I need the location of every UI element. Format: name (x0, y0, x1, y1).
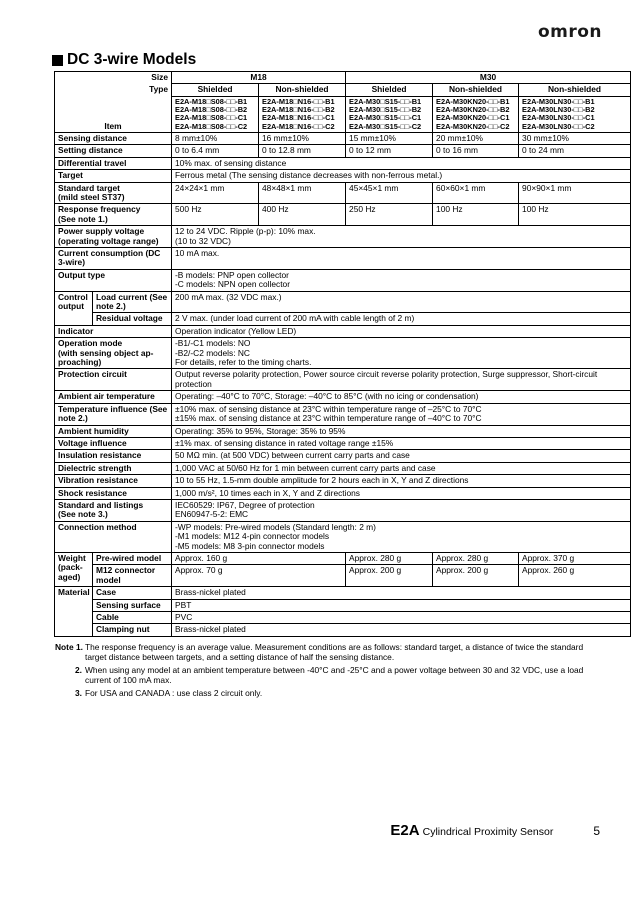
table-cell (55, 248, 172, 270)
cell-line: E2A-M18□N16-□□-C1 (262, 113, 335, 123)
cell-line: E2A-M30□S15-□□-C1 (349, 113, 422, 123)
table-cell: Sensing surface (93, 599, 172, 611)
material-clamping-nut-row (55, 624, 631, 636)
cell-line: E2A-M18□S08-□□-B2 (175, 105, 248, 115)
table-cell: 45×45×1 mm (346, 182, 433, 204)
table-cell: 50 MΩ min. (at 500 VDC) between current carry parts and case (172, 450, 631, 462)
cell-line: E2A-M30KN20-□□-C1 (436, 113, 510, 123)
table-cell: Operation indicator (Yellow LED) (172, 325, 631, 337)
m30-header: M30 (346, 72, 631, 84)
table-cell: 100 Hz (433, 204, 519, 226)
table-cell: Connection method (55, 521, 172, 552)
cell-line: E2A-M18□S08-□□-C2 (175, 121, 248, 131)
protection-circuit-row (55, 369, 631, 391)
insulation-resistance-row (55, 450, 631, 462)
table-cell: 0 to 6.4 mm (172, 145, 259, 157)
cell-line: -WP models: Pre-wired models (Standard length: 2 m) (175, 521, 376, 532)
table-cell (55, 499, 172, 521)
table-cell (172, 226, 631, 248)
cell-line: 3-wire) (58, 257, 85, 268)
table-cell: 10 mA max. (172, 248, 631, 270)
table-cell: 16 mm±10% (259, 132, 346, 144)
cell-line: E2A-M30□S15-□□-C2 (349, 121, 422, 131)
cell-line: E2A-M18□N16-□□-C2 (262, 121, 335, 131)
table-cell (172, 499, 631, 521)
table-cell: Approx. 280 g (346, 552, 433, 564)
page-number: 5 (593, 824, 600, 838)
table-cell: Shock resistance (55, 487, 172, 499)
table-cell: Clamping nut (93, 624, 172, 636)
shielded-header: Shielded (172, 84, 259, 96)
table-cell: 30 mm±10% (519, 132, 631, 144)
table-cell (55, 552, 93, 586)
shielded-header: Shielded (346, 84, 433, 96)
table-cell: 2 V max. (under load current of 200 mA with cable length of 2 m) (172, 313, 631, 325)
cell-line: IEC60529: IP67, Degree of protection (175, 499, 315, 510)
cell-line: Standard target (58, 182, 120, 193)
table-cell: Case (93, 587, 172, 599)
current-consumption-row (55, 248, 631, 270)
table-cell: Ambient air temperature (55, 391, 172, 403)
size-label: Size (55, 72, 172, 84)
cell-line: model (96, 574, 121, 585)
cell-line: -M1 models: M12 4-pin connector models (175, 531, 330, 542)
cell-line: E2A-M30□S15-□□-B2 (349, 105, 422, 115)
section-title (52, 51, 196, 69)
model-codes (259, 96, 346, 132)
table-cell: 0 to 12.8 mm (259, 145, 346, 157)
table-cell: 200 mA max. (32 VDC max.) (172, 291, 631, 313)
cell-line: Response frequency (58, 204, 141, 215)
cell-line: E2A-M30LN30-□□-B1 (522, 96, 595, 106)
table-cell: 60×60×1 mm (433, 182, 519, 204)
weight-prewired-row (55, 552, 631, 564)
non-shielded-header: Non-shielded (433, 84, 519, 96)
table-cell: Target (55, 170, 172, 182)
response-frequency-row (55, 204, 631, 226)
table-cell: Approx. 260 g (519, 565, 631, 587)
model-codes (519, 96, 631, 132)
cell-line: E2A-M18□S08-□□-C1 (175, 113, 248, 123)
table-cell: 400 Hz (259, 204, 346, 226)
table-cell (172, 521, 631, 552)
cell-line: Temperature influence (See (58, 403, 168, 414)
material-cable-row (55, 612, 631, 624)
table-cell: Pre-wired model (93, 552, 172, 564)
table-cell (55, 291, 93, 325)
cell-line: (See note 3.) (58, 509, 108, 520)
cell-line: proaching) (58, 357, 102, 368)
m18-header: M18 (172, 72, 346, 84)
table-cell (172, 403, 631, 425)
table-cell (55, 204, 172, 226)
table-cell: 8 mm±10% (172, 132, 259, 144)
note-2: 2. When using any model at an ambient temperature between -40°C and -25°C and a power voltage between 30 and 32 VDC, use a load current of 100 mA max. (75, 665, 584, 686)
table-cell: 500 Hz (172, 204, 259, 226)
differential-travel-row (55, 157, 631, 169)
cell-line: E2A-M30LN30-□□-C2 (522, 121, 595, 131)
table-cell: Approx. 370 g (519, 552, 631, 564)
model-codes (172, 96, 259, 132)
size-row (55, 72, 631, 84)
cell-line: E2A-M30LN30-□□-B2 (522, 105, 595, 115)
target-row (55, 170, 631, 182)
table-cell: Indicator (55, 325, 172, 337)
table-cell: Dielectric strength (55, 462, 172, 474)
cell-line: E2A-M18□N16-□□-B2 (262, 105, 335, 115)
cell-line: E2A-M30KN20-□□-C2 (436, 121, 510, 131)
table-cell: Protection circuit (55, 369, 172, 391)
table-cell: Output reverse polarity protection, Power source circuit reverse polarity protection, Surge suppressor, Short-circuit protection (172, 369, 631, 391)
operation-mode-row (55, 338, 631, 369)
table-cell: 20 mm±10% (433, 132, 519, 144)
table-cell: Output type (55, 269, 172, 291)
cell-line: -B models: PNP open collector (175, 269, 289, 280)
cell-line: Current consumption (DC (58, 248, 161, 258)
non-shielded-header: Non-shielded (259, 84, 346, 96)
table-cell: 10 to 55 Hz, 1.5-mm double amplitude for 2 hours each in X, Y and Z directions (172, 475, 631, 487)
material-sensing-surface-row (55, 599, 631, 611)
table-cell: 1,000 VAC at 50/60 Hz for 1 min between current carry parts and case (172, 462, 631, 474)
table-cell: PBT (172, 599, 631, 611)
table-cell: ±1% max. of sensing distance in rated voltage range ±15% (172, 437, 631, 449)
table-cell: 100 Hz (519, 204, 631, 226)
cell-line: aged) (58, 571, 81, 582)
cell-line: E2A-M18□S08-□□-B1 (175, 96, 248, 106)
cell-line: ±10% max. of sensing distance at 23°C within temperature range of –25°C to 70°C (175, 403, 482, 414)
cell-line: (10 to 32 VDC) (175, 235, 231, 246)
cell-line: Power supply voltage (58, 226, 145, 237)
cell-line: For details, refer to the timing charts. (175, 357, 312, 368)
vibration-resistance-row (55, 475, 631, 487)
cell-line: Weight (58, 552, 86, 563)
cell-line: -M5 models: M8 3-pin connector models (175, 540, 325, 551)
ambient-humidity-row (55, 425, 631, 437)
table-cell: Vibration resistance (55, 475, 172, 487)
footer-product-code: E2A (390, 822, 420, 839)
type-label: Type (55, 84, 172, 96)
cell-line: (operating voltage range) (58, 235, 159, 246)
table-cell: Approx. 70 g (172, 565, 346, 587)
table-cell (55, 226, 172, 248)
cell-line: note 2.) (96, 301, 126, 312)
connection-method-row (55, 521, 631, 552)
cell-line: (mild steel ST37) (58, 191, 125, 202)
table-cell: Ferrous metal (The sensing distance decreases with non-ferrous metal.) (172, 170, 631, 182)
note-1: Note 1. The response frequency is an average value. Measurement conditions are as follows: standard target, a distance of twice the standard target distance between targets, and a setting distance of half the sensing distance. (55, 642, 584, 663)
table-cell (93, 291, 172, 313)
non-shielded-header: Non-shielded (519, 84, 631, 96)
table-cell: Material (55, 587, 93, 637)
model-codes (433, 96, 519, 132)
shock-resistance-row (55, 487, 631, 499)
material-case-row (55, 587, 631, 599)
weight-connector-row (55, 565, 631, 587)
square-bullet-icon (52, 55, 63, 66)
table-cell: 1,000 m/s², 10 times each in X, Y and Z directions (172, 487, 631, 499)
table-cell: Brass-nickel plated (172, 587, 631, 599)
table-cell: Operating: 35% to 95%, Storage: 35% to 95% (172, 425, 631, 437)
cell-line: Control (58, 291, 88, 302)
cell-line: (with sensing object ap- (58, 347, 154, 358)
cell-line: ±15% max. of sensing distance at 23°C within temperature range of –40°C to 70°C (175, 413, 482, 424)
cell-line: E2A-M30LN30-□□-C1 (522, 113, 595, 123)
table-cell: Residual voltage (93, 313, 172, 325)
cell-line: EN60947-5-2: EMC (175, 509, 249, 520)
table-cell: Approx. 200 g (433, 565, 519, 587)
cell-line: E2A-M18□N16-□□-B1 (262, 96, 335, 106)
table-cell: 0 to 16 mm (433, 145, 519, 157)
table-cell (55, 403, 172, 425)
table-cell: 24×24×1 mm (172, 182, 259, 204)
cell-line: note 2.) (58, 413, 88, 424)
cell-line: (See note 1.) (58, 213, 108, 224)
cell-line: -B2/-C2 models: NC (175, 347, 250, 358)
table-cell: Setting distance (55, 145, 172, 157)
table-cell: 0 to 12 mm (346, 145, 433, 157)
cell-line: Standard and listings (58, 499, 144, 510)
table-cell: Operating: –40°C to 70°C, Storage: –40°C to 85°C (with no icing or condensation) (172, 391, 631, 403)
cell-line: E2A-M30□S15-□□-B1 (349, 96, 422, 106)
page-footer (390, 822, 600, 839)
table-cell: 10% max. of sensing distance (172, 157, 631, 169)
spec-table (54, 71, 631, 637)
cell-line: 12 to 24 VDC. Ripple (p-p): 10% max. (175, 226, 316, 237)
cell-line: M12 connector (96, 565, 156, 576)
table-cell: Voltage influence (55, 437, 172, 449)
table-cell (93, 565, 172, 587)
model-row (55, 96, 631, 132)
voltage-influence-row (55, 437, 631, 449)
footer-description: Cylindrical Proximity Sensor (422, 826, 554, 838)
type-row (55, 84, 631, 96)
table-cell: 0 to 24 mm (519, 145, 631, 157)
table-cell: PVC (172, 612, 631, 624)
cell-line: Operation mode (58, 338, 123, 349)
standards-row (55, 499, 631, 521)
model-codes (346, 96, 433, 132)
table-cell: 15 mm±10% (346, 132, 433, 144)
table-cell (172, 338, 631, 369)
table-cell: Approx. 160 g (172, 552, 346, 564)
table-cell: Differential travel (55, 157, 172, 169)
table-cell: Cable (93, 612, 172, 624)
ambient-temperature-row (55, 391, 631, 403)
section-title-text: DC 3-wire Models (67, 51, 197, 68)
dielectric-strength-row (55, 462, 631, 474)
standard-target-row (55, 182, 631, 204)
load-current-row (55, 291, 631, 313)
table-cell: 90×90×1 mm (519, 182, 631, 204)
notes (55, 642, 601, 701)
cell-line: -C models: NPN open collector (175, 279, 290, 290)
table-cell (172, 269, 631, 291)
cell-line: Load current (See (96, 291, 168, 302)
cell-line: (pack- (58, 562, 83, 573)
table-cell: Approx. 280 g (433, 552, 519, 564)
table-cell (55, 338, 172, 369)
table-cell: Sensing distance (55, 132, 172, 144)
table-cell: Brass-nickel plated (172, 624, 631, 636)
residual-voltage-row (55, 313, 631, 325)
cell-line: output (58, 301, 85, 312)
item-label: Item (55, 96, 172, 132)
power-supply-row (55, 226, 631, 248)
table-cell: Ambient humidity (55, 425, 172, 437)
cell-line: E2A-M30KN20-□□-B1 (436, 96, 510, 106)
sensing-distance-row (55, 132, 631, 144)
output-type-row (55, 269, 631, 291)
table-cell: 48×48×1 mm (259, 182, 346, 204)
table-cell: Approx. 200 g (346, 565, 433, 587)
setting-distance-row (55, 145, 631, 157)
cell-line: E2A-M30KN20-□□-B2 (436, 105, 510, 115)
table-cell (55, 182, 172, 204)
note-3: 3. For USA and CANADA : use class 2 circuit only. (75, 688, 263, 699)
cell-line: -B1/-C1 models: NO (175, 338, 251, 349)
indicator-row (55, 325, 631, 337)
table-cell: 250 Hz (346, 204, 433, 226)
omron-logo: omron (537, 22, 602, 42)
temperature-influence-row (55, 403, 631, 425)
table-cell: Insulation resistance (55, 450, 172, 462)
